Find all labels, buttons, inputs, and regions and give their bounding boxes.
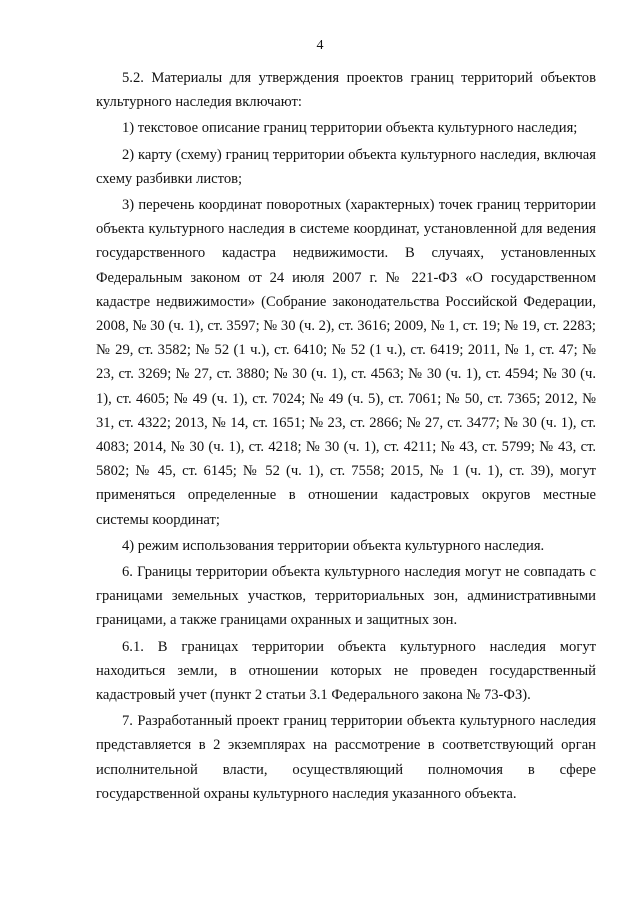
page-number: 4 (316, 38, 324, 53)
document-body (96, 66, 596, 806)
paragraph-6: 6. Границы территории объекта культурного наследия могут не совпадать с границами земельных участков, территориальных зон, административными границами, а также границами охранных и защитных зон. (96, 564, 596, 629)
paragraph-5-2: 5.2. Материалы для утверждения проектов границ территорий объектов культурного наследия включают: (96, 70, 596, 111)
paragraph-item-2: 2) карту (схему) границ территории объекта культурного наследия, включая схему разбивки листов; (96, 146, 596, 187)
paragraph-7: 7. Разработанный проект границ территории объекта культурного наследия представляется в 2 экземплярах на рассмотрение в соответствующий орган исполнительной власти, осуществляющий полномочия в сфере государственной охраны культурного наследия указанного объекта. (96, 713, 596, 802)
paragraph-item-4: 4) режим использования территории объекта культурного наследия. (122, 537, 545, 554)
paragraph-item-3: 3) перечень координат поворотных (характерных) точек границ территории объекта культурного наследия в системе координат, установленной для ведения государственного кадастра недвижимости. В случаях, установленных Федеральным законом от 24 июля 2007 г. № 221-ФЗ «О государственном кадастре недвижимости» (Собрание законодательства Российской Федерации, 2008, № 30 (ч. 1), ст. 3597; № 30 (ч. 2), ст. 3616; 2009, № 1, ст. 19; № 19, ст. 2283; № 29, ст. 3582; № 52 (1 ч.), ст. 6410; № 52 (1 ч.), ст. 6419; 2011, № 1, ст. 47; № 23, ст. 3269; № 27, ст. 3880; № 30 (ч. 1), ст. 4563; № 30 (ч. 1), ст. 4594; № 30 (ч. 1), ст. 4605; № 49 (ч. 1), ст. 7024; № 49 (ч. 5), ст. 7061; № 50, ст. 7365; 2012, № 31, ст. 4322; 2013, № 14, ст. 1651; № 23, ст. 2866; № 27, ст. 3477; № 30 (ч. 1), ст. 4083; 2014, № 30 (ч. 1), ст. 4218; № 30 (ч. 1), ст. 4211; № 43, ст. 5799; № 43, ст. 5802; № 45, ст. 6145; № 52 (ч. 1), ст. 7558; 2015, № 1 (ч. 1), ст. 39), могут применяться определенные в отношении кадастровых округов местные системы координат; (96, 197, 596, 528)
paragraph-item-1: 1) текстовое описание границ территории объекта культурного наследия; (122, 120, 578, 137)
paragraph-6-1: 6.1. В границах территории объекта культурного наследия могут находиться земли, в отношении которых не проведен государственный кадастровый учет (пункт 2 статьи 3.1 Федерального закона № 73-ФЗ). (96, 638, 596, 704)
